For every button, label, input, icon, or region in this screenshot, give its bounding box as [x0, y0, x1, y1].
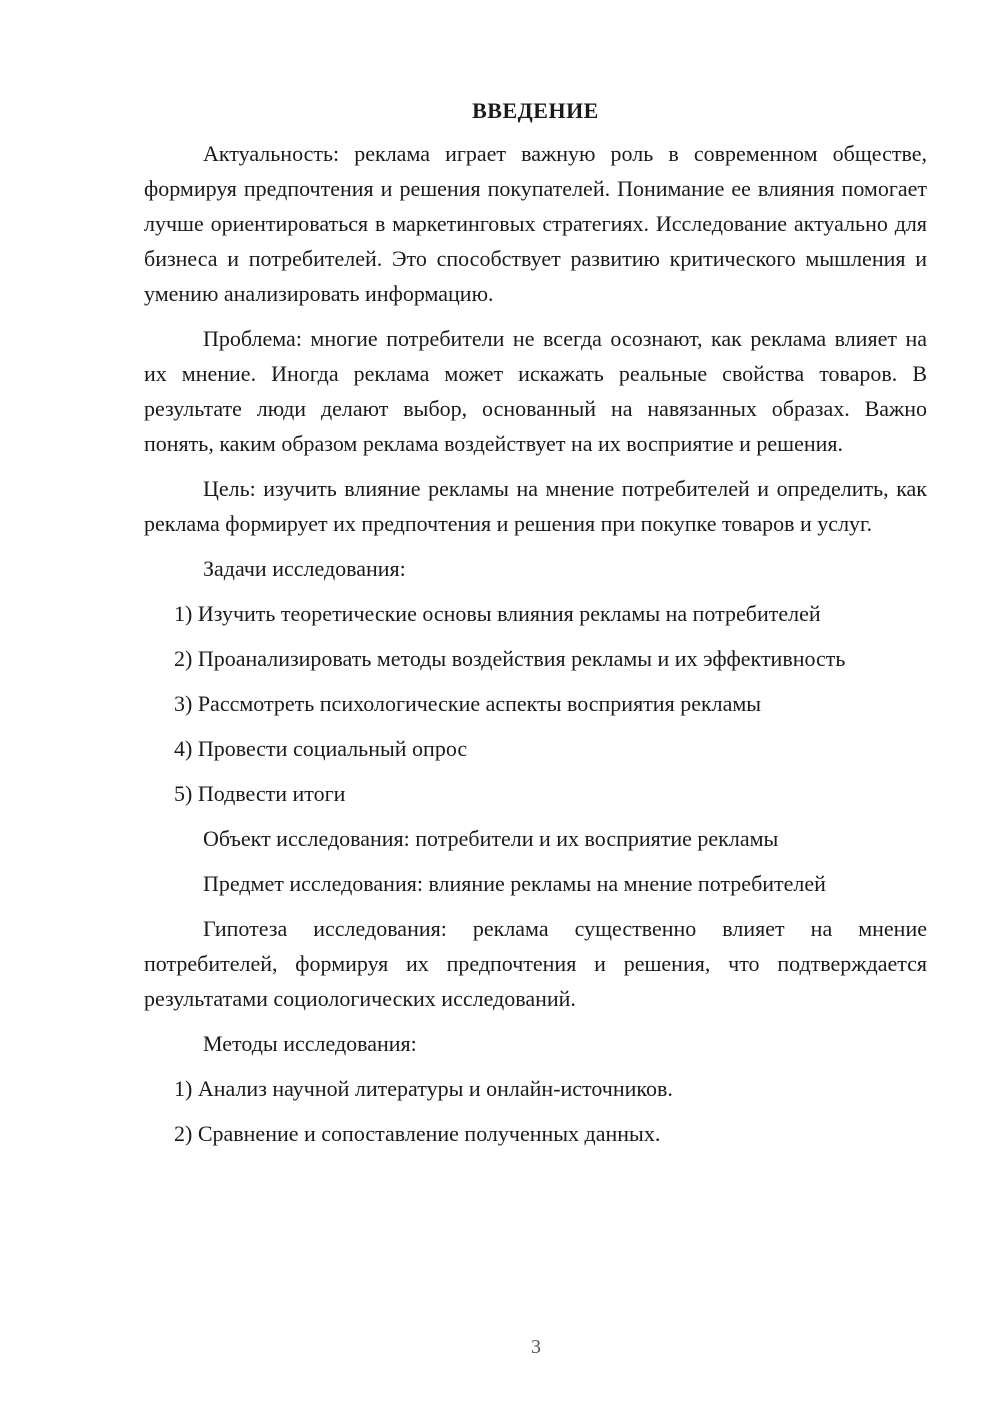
research-subject: Предмет исследования: влияние рекламы на мнение потребителей: [203, 871, 826, 896]
page-content: [144, 96, 927, 1161]
task-item-4: 4) Провести социальный опрос: [174, 736, 468, 761]
methods-heading: Методы исследования:: [203, 1031, 417, 1056]
tasks-heading: Задачи исследования:: [203, 556, 406, 581]
task-item-1: 1) Изучить теоретические основы влияния рекламы на потребителей: [174, 601, 821, 626]
research-object: Объект исследования: потребители и их восприятие рекламы: [203, 826, 779, 851]
method-item-1: 1) Анализ научной литературы и онлайн-источников.: [174, 1076, 673, 1101]
goal-paragraph: Цель: изучить влияние рекламы на мнение потребителей и определить, как реклама формирует их предпочтения и решения при покупке товаров и услуг.: [144, 476, 927, 536]
task-item-3: 3) Рассмотреть психологические аспекты восприятия рекламы: [174, 691, 762, 716]
method-item-2: 2) Сравнение и сопоставление полученных данных.: [174, 1121, 661, 1146]
page-number: 3: [531, 1336, 541, 1358]
relevance-paragraph: Актуальность: реклама играет важную роль в современном обществе, формируя предпочтения и решения покупателей. Понимание ее влияния помогает лучше ориентироваться в маркетинговых стратегиях. Исследование актуально для бизнеса и потребителей. Это способствует развитию критического мышления и умению анализировать информацию.: [144, 141, 927, 306]
task-item-5: 5) Подвести итоги: [174, 781, 346, 806]
task-item-2: 2) Проанализировать методы воздействия рекламы и их эффективность: [174, 646, 846, 671]
problem-paragraph: Проблема: многие потребители не всегда осознают, как реклама влияет на их мнение. Иногда реклама может искажать реальные свойства товаров. В результате люди делают выбор, основанный на навязанных образах. Важно понять, каким образом реклама воздействует на их восприятие и решения.: [144, 326, 927, 456]
hypothesis-paragraph: Гипотеза исследования: реклама существенно влияет на мнение потребителей, формируя их предпочтения и решения, что подтверждается результатами социологических исследований.: [144, 916, 927, 1011]
page-title: ВВЕДЕНИЕ: [472, 98, 599, 123]
